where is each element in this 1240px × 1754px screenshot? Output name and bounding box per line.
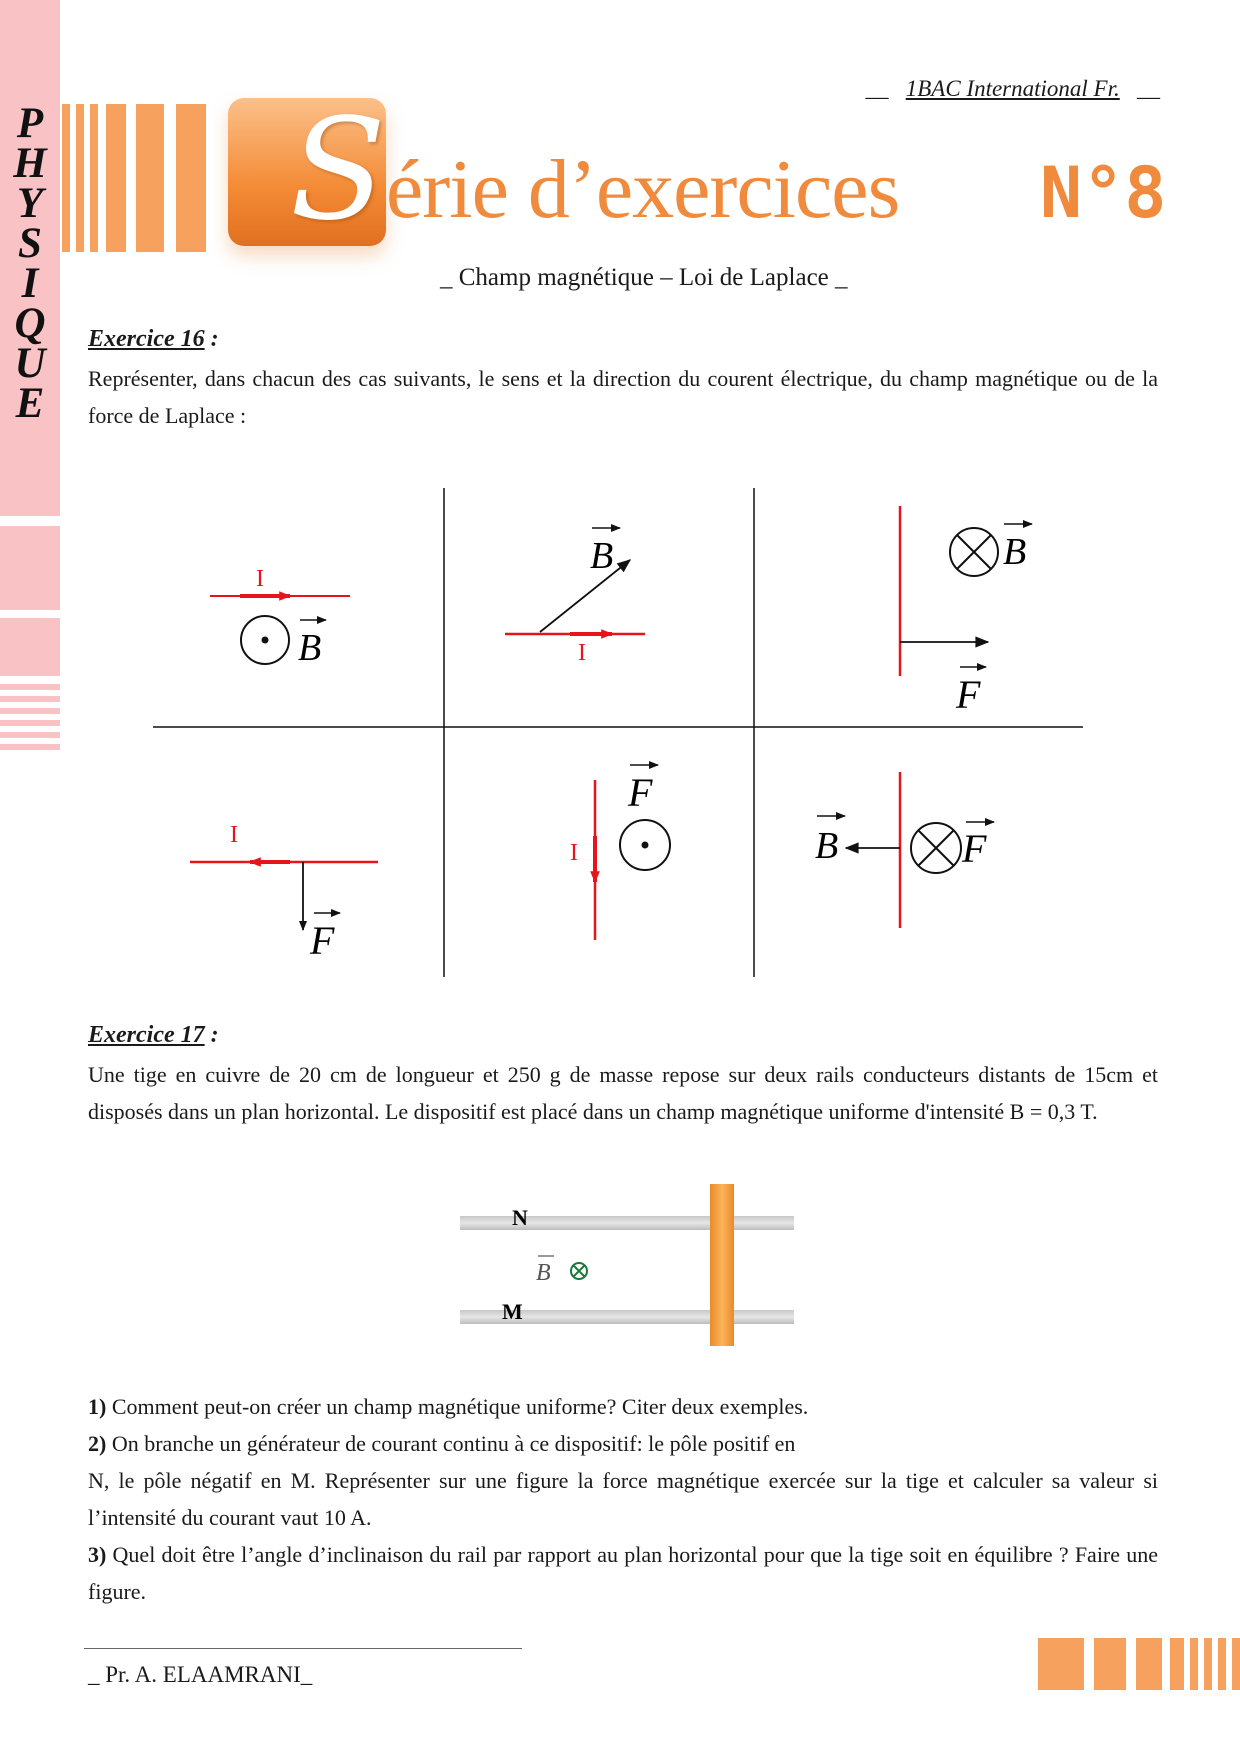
field-label: B [1003,531,1027,573]
current-label: I [570,840,578,866]
case-3 [900,506,1032,717]
current-label: I [230,822,238,848]
case-4 [190,822,378,963]
question-2: 2) On branche un générateur de courant continu à ce dispositif: le pôle positif en [88,1431,796,1456]
rail-n-label: N [512,1205,528,1230]
copper-rod [710,1184,734,1346]
series-number: N°8 [1040,152,1167,234]
subject-letter: U [14,340,46,387]
page-subtitle: _ Champ magnétique – Loi de Laplace _ [440,264,848,291]
level-label: __ 1BAC International Fr. __ [865,76,1160,101]
exercise-17-text: Une tige en cuivre de 20 cm de longueur et 250 g de masse repose sur deux rails conducteurs distants de 15cm et disposés dans un plan horizontal. Le dispositif est placé dans un champ magnétique uniforme d'intensité B = 0,3 T. [88,1062,1158,1124]
current-label: I [256,566,264,592]
subject-letter: S [18,220,42,267]
rail-m-label: M [502,1299,523,1324]
title-initial: S [290,89,386,252]
force-label: F [962,826,987,871]
question-2-continued: N, le pôle négatif en M. Représenter sur une figure la force magnétique exercée sur la tige et calculer sa valeur si l’intensité du courant vaut 10 A. [88,1468,1158,1530]
subject-letter: H [13,140,47,187]
force-label: F [310,918,335,963]
footer-rule [84,1648,522,1649]
exercise-17-title: Exercice 17 : [88,1022,219,1048]
field-label: B [590,535,614,577]
subject-letter: P [16,100,44,147]
case-6 [815,772,994,928]
case-5 [570,765,670,940]
case-1 [210,566,350,669]
field-label: B [298,627,322,669]
exercise-16-title: Exercice 16 : [88,326,219,352]
author: _ Pr. A. ELAAMRANI_ [88,1662,313,1687]
subject-letter: I [21,260,39,307]
current-label: I [578,640,586,666]
question-3: 3) Quel doit être l’angle d’inclinaison du rail par rapport au plan horizontal pour que la tige soit en équilibre ? Faire une figure. [88,1542,1158,1604]
field-label: B [536,1260,551,1286]
field-vector [540,560,630,632]
page-title: érie d’exercices [386,143,900,236]
subject-letter: Y [16,180,44,227]
force-label: F [628,770,653,815]
exercise-16-text: Représenter, dans chacun des cas suivants, le sens et la direction du courent électrique, du champ magnétique ou de la force de Laplace : [88,366,1158,428]
subject-letter: Q [14,300,46,347]
question-1: 1) Comment peut-on créer un champ magnétique uniforme? Citer deux exemples. [88,1394,809,1419]
level-text: 1BAC International Fr. [905,76,1120,101]
subject-letter: E [15,380,45,427]
field-label: B [815,825,839,867]
rail-figure [460,1180,810,1350]
case-2 [505,528,645,666]
force-label: F [956,672,981,717]
rail-n [460,1216,794,1230]
